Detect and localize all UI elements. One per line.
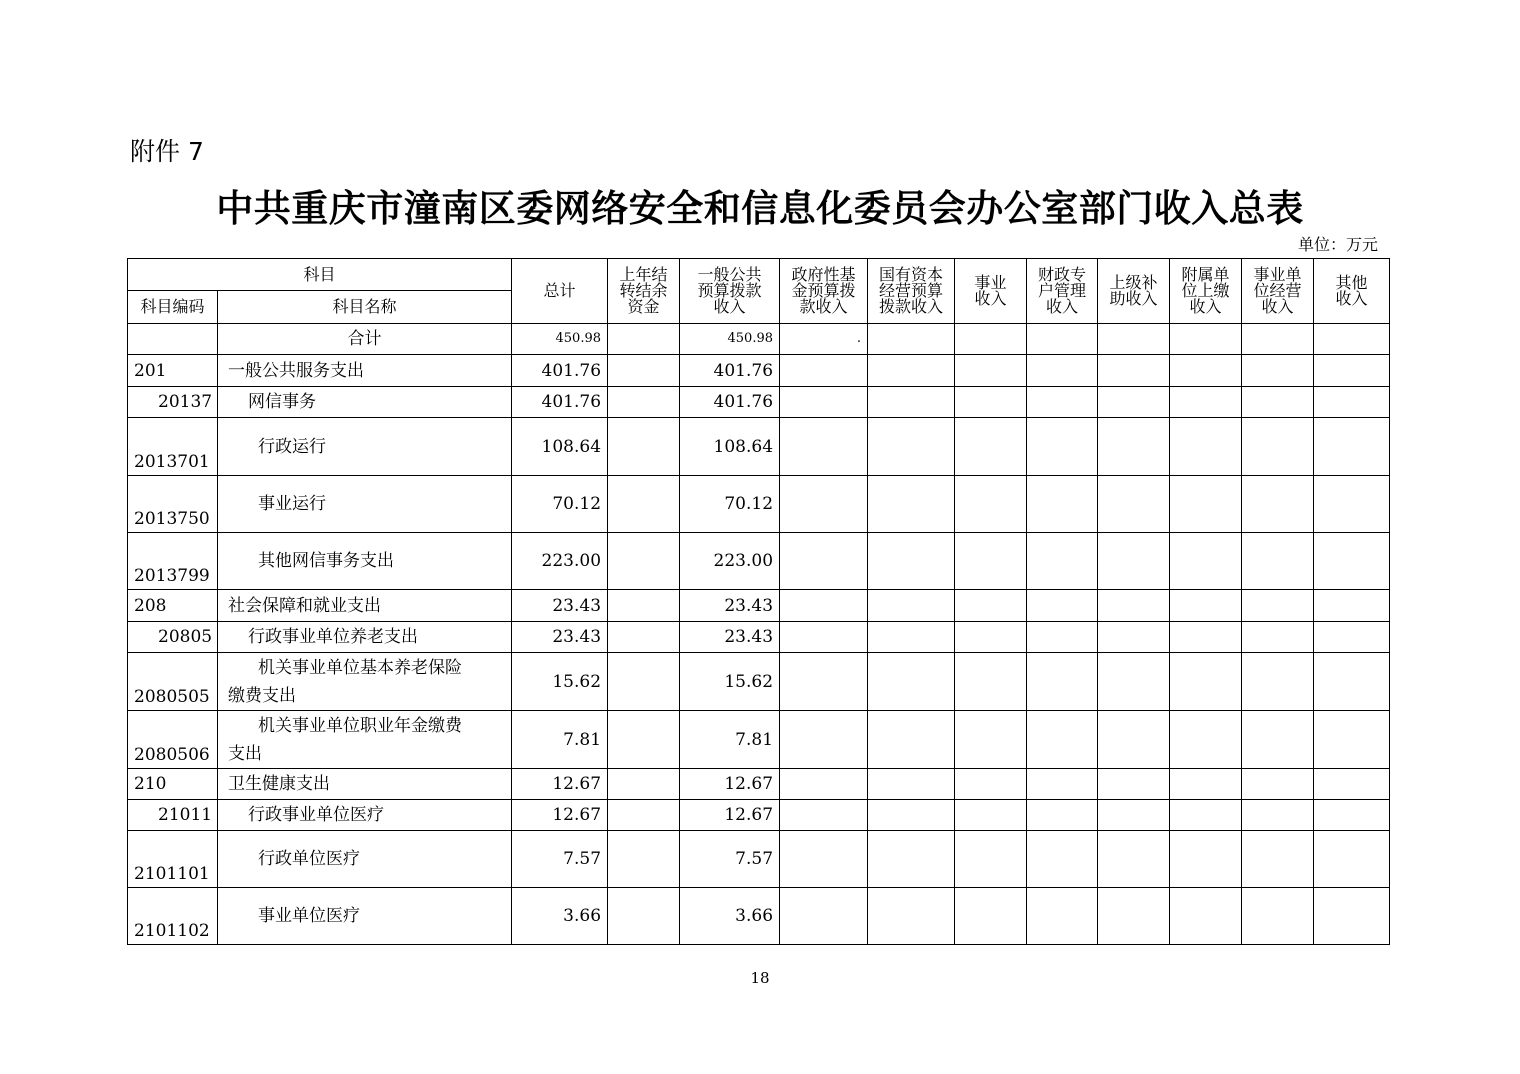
row-total: 12.67 <box>512 769 608 800</box>
row-general-budget: 223.00 <box>680 533 780 590</box>
header-col-business-income: 事业 收入 <box>955 259 1027 324</box>
header-col-carryover: 上年结 转结余 资金 <box>608 259 680 324</box>
row-general-budget: 7.57 <box>680 831 780 888</box>
row-general-budget: 23.43 <box>680 622 780 653</box>
row-total: 15.62 <box>512 653 608 711</box>
row-general-budget: 70.12 <box>680 476 780 533</box>
table-row <box>128 831 1390 888</box>
row-code: 2013701 <box>128 418 218 476</box>
row-name: 网信事务 <box>218 387 512 418</box>
table-row <box>128 476 1390 533</box>
row-name: 行政单位医疗 <box>218 831 512 888</box>
row-total: 7.81 <box>512 711 608 769</box>
row-total: 23.43 <box>512 590 608 622</box>
row-general-budget: 7.81 <box>680 711 780 769</box>
header-total: 总计 <box>512 259 608 324</box>
table-row <box>128 622 1390 653</box>
header-name: 科目名称 <box>218 291 512 324</box>
row-code: 21011 <box>128 800 218 831</box>
header-col-special-account: 财政专 户管理 收入 <box>1027 259 1098 324</box>
row-name: 行政事业单位医疗 <box>218 800 512 831</box>
header-col-affiliated-remit: 附属单 位上缴 收入 <box>1170 259 1242 324</box>
header-col-state-capital: 国有资本 经营预算 拨款收入 <box>868 259 955 324</box>
income-summary-table <box>127 258 1390 945</box>
row-total: 108.64 <box>512 418 608 476</box>
row-total: 12.67 <box>512 800 608 831</box>
row-total: 23.43 <box>512 622 608 653</box>
row-name-line2: 支出 <box>228 743 262 764</box>
row-general-budget: 12.67 <box>680 769 780 800</box>
header-col-unit-operations: 事业单 位经营 收入 <box>1242 259 1314 324</box>
row-name: 行政事业单位养老支出 <box>218 622 512 653</box>
total-label: 合计 <box>218 324 512 355</box>
row-name: 一般公共服务支出 <box>218 355 512 387</box>
row-general-budget: 401.76 <box>680 387 780 418</box>
row-total: 223.00 <box>512 533 608 590</box>
page-title: 中共重庆市潼南区委网络安全和信息化委员会办公室部门收入总表 <box>216 187 1304 230</box>
row-name: 事业单位医疗 <box>218 888 512 945</box>
table-row <box>128 590 1390 622</box>
row-general-budget: 23.43 <box>680 590 780 622</box>
table-row <box>128 769 1390 800</box>
row-general-budget: 108.64 <box>680 418 780 476</box>
row-code: 201 <box>128 355 218 387</box>
attachment-label: 附件 7 <box>130 137 204 166</box>
row-name <box>218 711 512 769</box>
row-code: 20805 <box>128 622 218 653</box>
unit-label: 单位：万元 <box>1297 235 1378 254</box>
row-name: 卫生健康支出 <box>218 769 512 800</box>
total-general-budget: 450.98 <box>680 324 780 355</box>
row-code: 2080506 <box>128 711 218 769</box>
row-code: 20137 <box>128 387 218 418</box>
row-total: 70.12 <box>512 476 608 533</box>
row-code: 2101102 <box>128 888 218 945</box>
header-col-superior-subsidy: 上级补 助收入 <box>1098 259 1170 324</box>
table-row <box>128 888 1390 945</box>
table-row <box>128 418 1390 476</box>
row-name <box>218 653 512 711</box>
table-row <box>128 653 1390 711</box>
table-row <box>128 800 1390 831</box>
row-code: 2080505 <box>128 653 218 711</box>
row-general-budget: 15.62 <box>680 653 780 711</box>
row-name: 社会保障和就业支出 <box>218 590 512 622</box>
row-code: 2101101 <box>128 831 218 888</box>
total-value: 450.98 <box>512 324 608 355</box>
row-general-budget: 401.76 <box>680 355 780 387</box>
row-general-budget: 12.67 <box>680 800 780 831</box>
row-total: 401.76 <box>512 355 608 387</box>
row-name-line2: 缴费支出 <box>228 685 296 706</box>
row-code: 208 <box>128 590 218 622</box>
row-name: 事业运行 <box>218 476 512 533</box>
row-name: 其他网信事务支出 <box>218 533 512 590</box>
row-general-budget: 3.66 <box>680 888 780 945</box>
header-subject: 科目 <box>128 259 512 291</box>
row-code: 2013799 <box>128 533 218 590</box>
table-row <box>128 355 1390 387</box>
row-name-line1: 机关事业单位基本养老保险 <box>258 657 462 678</box>
header-col-general-budget: 一般公共 预算拨款 收入 <box>680 259 780 324</box>
header-col-gov-fund: 政府性基 金预算拨 款收入 <box>780 259 868 324</box>
row-code: 210 <box>128 769 218 800</box>
total-fund-budget: . <box>780 324 868 355</box>
header-code: 科目编码 <box>128 291 218 324</box>
row-code: 2013750 <box>128 476 218 533</box>
row-total: 7.57 <box>512 831 608 888</box>
table-row <box>128 387 1390 418</box>
header-col-other-income: 其他 收入 <box>1314 259 1390 324</box>
page-number: 18 <box>750 969 770 987</box>
row-name-line1: 机关事业单位职业年金缴费 <box>258 715 462 736</box>
table-row <box>128 533 1390 590</box>
row-name: 行政运行 <box>218 418 512 476</box>
table-row <box>128 711 1390 769</box>
row-total: 401.76 <box>512 387 608 418</box>
row-total: 3.66 <box>512 888 608 945</box>
table-row-total <box>128 324 1390 355</box>
